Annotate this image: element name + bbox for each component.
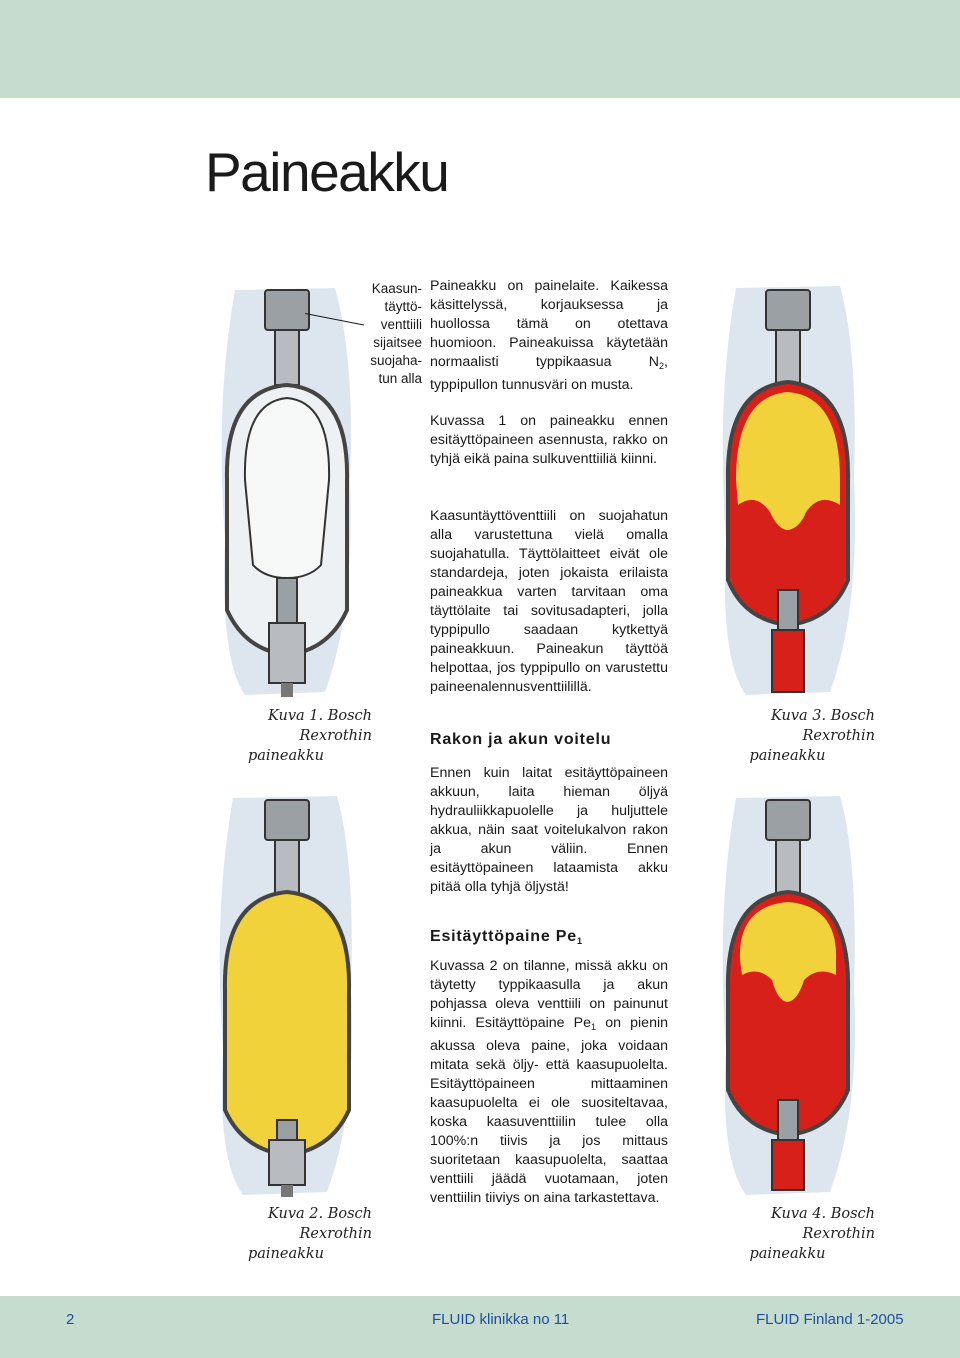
paragraph-precharge-text-b: on pienin akussa oleva paine, joka voidaan mitata sekä öljy- että kaasupuolelta. Esitäyttöpaineen mittaaminen kaasupuolelta ei ole suositeltavaa, koska kaasuventtiilin tulee olla 100%:n tiivis ja jos mittaus suoritetaan kaasupuolelta, saattaa venttiili jäädä vuotamaan, joten venttiilin tiiviys on aina tarkastettava. [430, 1015, 668, 1206]
heading-precharge-text: Esitäyttöpaine Pe [430, 928, 577, 945]
callout-line-2: täyttö- [384, 299, 422, 314]
figure-3-caption [700, 706, 875, 766]
figure-1-caption-line2: paineakku [247, 748, 325, 764]
figure-1-caption-line1: Kuva 1. Bosch Rexrothin [267, 708, 372, 744]
footer-page-number: 2 [66, 1311, 75, 1328]
footer-publication: FLUID klinikka no 11 [432, 1311, 570, 1328]
callout-line-5: suojaha- [370, 353, 422, 368]
paragraph-precharge [430, 957, 668, 1208]
heading-lubrication: Rakon ja akun voitelu [430, 731, 612, 748]
heading-precharge-subscript: 1 [576, 936, 583, 946]
figure-3-oil-filling-accumulator [708, 280, 868, 700]
paragraph-lubrication: Ennen kuin laitat esitäyttöpaineen akkuun, laita hieman öljyä hydrauliikkapuolelle ja huljuttele akkua, näin saat voitelukalvon rakon ja akun väliin. Ennen esitäyttöpaineen lataamista akku pitää olla tyhjä öljystä! [430, 765, 668, 895]
heading-precharge-pressure [430, 928, 583, 946]
figure-4-oil-filled-accumulator [708, 790, 868, 1200]
paragraph-precharge-text-a: Kuvassa 2 on tilanne, missä akku on täytetty typpikaasulla ja akun pohjassa oleva venttiili on painunut kiinni. Esitäyttöpaine Pe [430, 958, 668, 1031]
valve-callout [362, 280, 422, 388]
figure-3-caption-line2: paineakku [749, 748, 826, 764]
paragraph-intro-text-b: , typpipullon tunnusväri on musta. [430, 354, 668, 393]
figure-4-caption [700, 1204, 875, 1264]
accumulator-diagram-2 [205, 790, 365, 1200]
figure-2-precharged-accumulator [205, 790, 365, 1200]
figure-3-caption-line1: Kuva 3. Bosch Rexrothin [770, 708, 875, 744]
top-color-band [0, 0, 960, 98]
callout-line-4: sijaitsee [373, 335, 422, 350]
figure-2-caption-line2: paineakku [247, 1246, 325, 1262]
figure-1-empty-accumulator [205, 280, 365, 700]
figure-1-caption [200, 706, 372, 766]
page-title: Paineakku [205, 141, 449, 203]
callout-line-1: Kaasun- [371, 281, 422, 296]
figure-2-caption [200, 1204, 372, 1264]
paragraph-filling-valve: Kaasuntäyttöventtiili on suojahatun alla varustettuna vielä omalla suojahatulla. Täyttölaitteet eivät ole standardeja, joten jokaista erilaista paineakkua varten tarvitaan oma täyttölaite tai sovitusadapteri, jolla typpipullo saadaan kytkettyä paineakkuun. Paineakun täyttöä helpottaa, jos typpipullo on varustettu paineenalennusventtiilillä. [430, 508, 668, 695]
paragraph-precharge-subscript: 1 [591, 1022, 597, 1032]
accumulator-diagram-3 [708, 280, 868, 700]
paragraph-intro-subscript: 2 [659, 361, 665, 371]
figure-4-caption-line2: paineakku [749, 1246, 826, 1262]
figure-2-caption-line1: Kuva 2. Bosch Rexrothin [267, 1206, 372, 1242]
accumulator-diagram-1 [205, 280, 365, 700]
figure-4-caption-line1: Kuva 4. Bosch Rexrothin [770, 1206, 875, 1242]
paragraph-intro-text-a: Paineakku on painelaite. Kaikessa käsittelyssä, korjauksessa ja huollossa tämä on otettava huomioon. Paineakuissa käytetään normaalisti typpikaasua N [430, 278, 668, 370]
footer-issue: FLUID Finland 1-2005 [756, 1311, 904, 1328]
paragraph-figure-1: Kuvassa 1 on paineakku ennen esitäyttöpaineen asennusta, rakko on tyhjä eikä paina sulkuventtiiliä kiinni. [430, 413, 668, 467]
paragraph-intro [430, 277, 668, 395]
callout-line-6: tun alla [378, 371, 422, 386]
accumulator-diagram-4 [708, 790, 868, 1200]
callout-line-3: venttiili [380, 317, 422, 332]
